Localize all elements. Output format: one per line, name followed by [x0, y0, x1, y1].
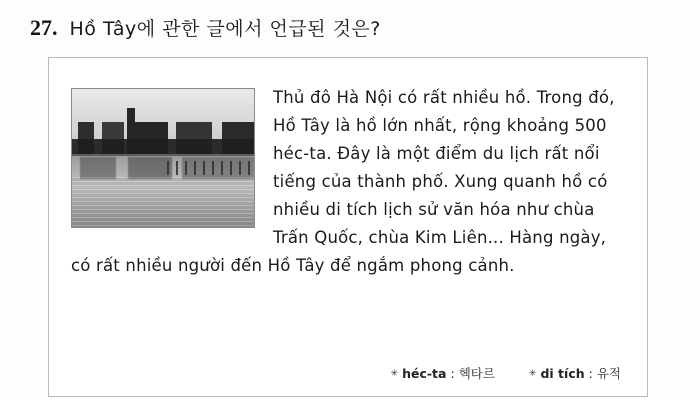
asterisk-icon: ✳	[390, 369, 399, 379]
question-number: 27.	[30, 15, 58, 40]
footnote-separator: :	[588, 366, 593, 381]
question-heading	[30, 14, 381, 41]
footnote-gloss: 유적	[596, 366, 621, 381]
footnote-item	[529, 364, 621, 382]
footnote-term: di tích	[540, 366, 585, 381]
passage-box	[48, 57, 648, 397]
photo-treeline	[72, 139, 254, 154]
question-prompt: Hồ Tây에 관한 글에서 언급된 것은?	[69, 18, 381, 40]
photo-horizon	[72, 154, 254, 156]
passage-inner	[49, 58, 647, 396]
lake-photo	[71, 88, 255, 228]
footnote-separator: :	[450, 366, 455, 381]
footnote-term: héc-ta	[402, 366, 447, 381]
footnote-gloss: 헥타르	[458, 366, 495, 381]
footnote-item	[391, 364, 495, 382]
footnote-list	[391, 364, 621, 382]
photo-dock	[167, 161, 251, 175]
passage-body: Thủ đô Hà Nội có rất nhiều hồ. Trong đó, Hồ Tây là hồ lớn nhất, rộng khoảng 500 héc-ta. Đây là một điểm du lịch rất nổi tiếng của thành phố. Xung quanh hồ có nhiều di tích lịch sử văn hóa như chùa Trấn Quốc, chùa Kim Liên... Hàng ngày, có rất nhiều người đến Hồ Tây để ngắm phong cảnh.	[71, 88, 615, 275]
photo-ripples	[72, 177, 254, 227]
asterisk-icon: ✳	[528, 369, 537, 379]
